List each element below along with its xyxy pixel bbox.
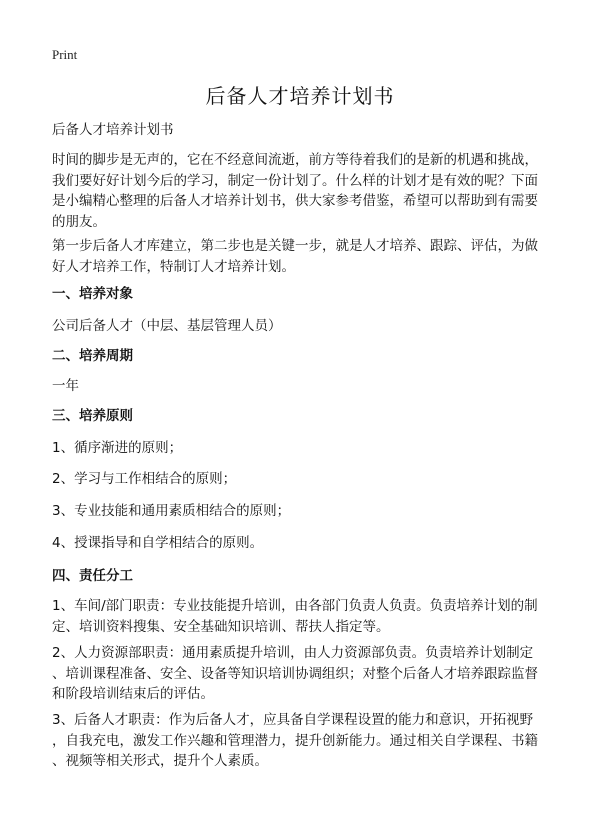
section-heading-responsibilities: 四、责任分工 (52, 568, 133, 584)
print-link[interactable]: Print (52, 47, 78, 62)
section-heading-principles: 三、培养原则 (52, 408, 133, 424)
section-text-targets: 公司后备人才（中层、基层管理人员） (52, 318, 282, 334)
principle-item: 3、专业技能和通用素质相结合的原则； (52, 503, 291, 519)
step-paragraph: 第一步后备人才库建立，第二步也是关键一步，就是人才培养、跟踪、评估，为做 好人才培养工作，特制订人才培养计划。 (52, 238, 538, 275)
responsibility-paragraph: 2、人力资源部职责：通用素质提升培训，由人力资源部负责。负责培养计划制定 、培训课程准备、安全、设备等知识培训协调组织；对整个后备人才培养跟踪监督 和阶段培训结束后的评估。 (52, 645, 538, 702)
principle-item: 4、授课指导和自学相结合的原则。 (52, 535, 264, 551)
responsibility-paragraph: 1、车间/部门职责：专业技能提升培训，由各部门负责人负责。负责培养计划的制 定、培训资料搜集、安全基础知识培训、帮扶人指定等。 (52, 598, 538, 635)
section-text-period: 一年 (52, 378, 79, 394)
intro-paragraph: 时间的脚步是无声的，它在不经意间流逝，前方等待着我们的是新的机遇和挑战， 我们要好好计划今后的学习，制定一份计划了。什么样的计划才是有效的呢？下面 是小编精心整理的后备人才培养计划书，供大家参考借鉴，希望可以帮助到有需要 的朋友。 (52, 152, 538, 230)
responsibility-paragraph: 3、后备人才职责：作为后备人才，应具备自学课程设置的能力和意识，开拓视野 ，自我充电，激发工作兴趣和管理潜力，提升创新能力。通过相关自学课程、书籍 、视频等相关形式，提升个人素质。 (52, 712, 538, 769)
document-title: 后备人才培养计划书 (205, 84, 395, 108)
section-heading-period: 二、培养周期 (52, 348, 133, 364)
section-heading-targets: 一、培养对象 (52, 286, 133, 302)
principle-item: 1、循序渐进的原则； (52, 440, 183, 456)
document-subtitle: 后备人才培养计划书 (52, 122, 174, 138)
principle-item: 2、学习与工作相结合的原则； (52, 471, 237, 487)
